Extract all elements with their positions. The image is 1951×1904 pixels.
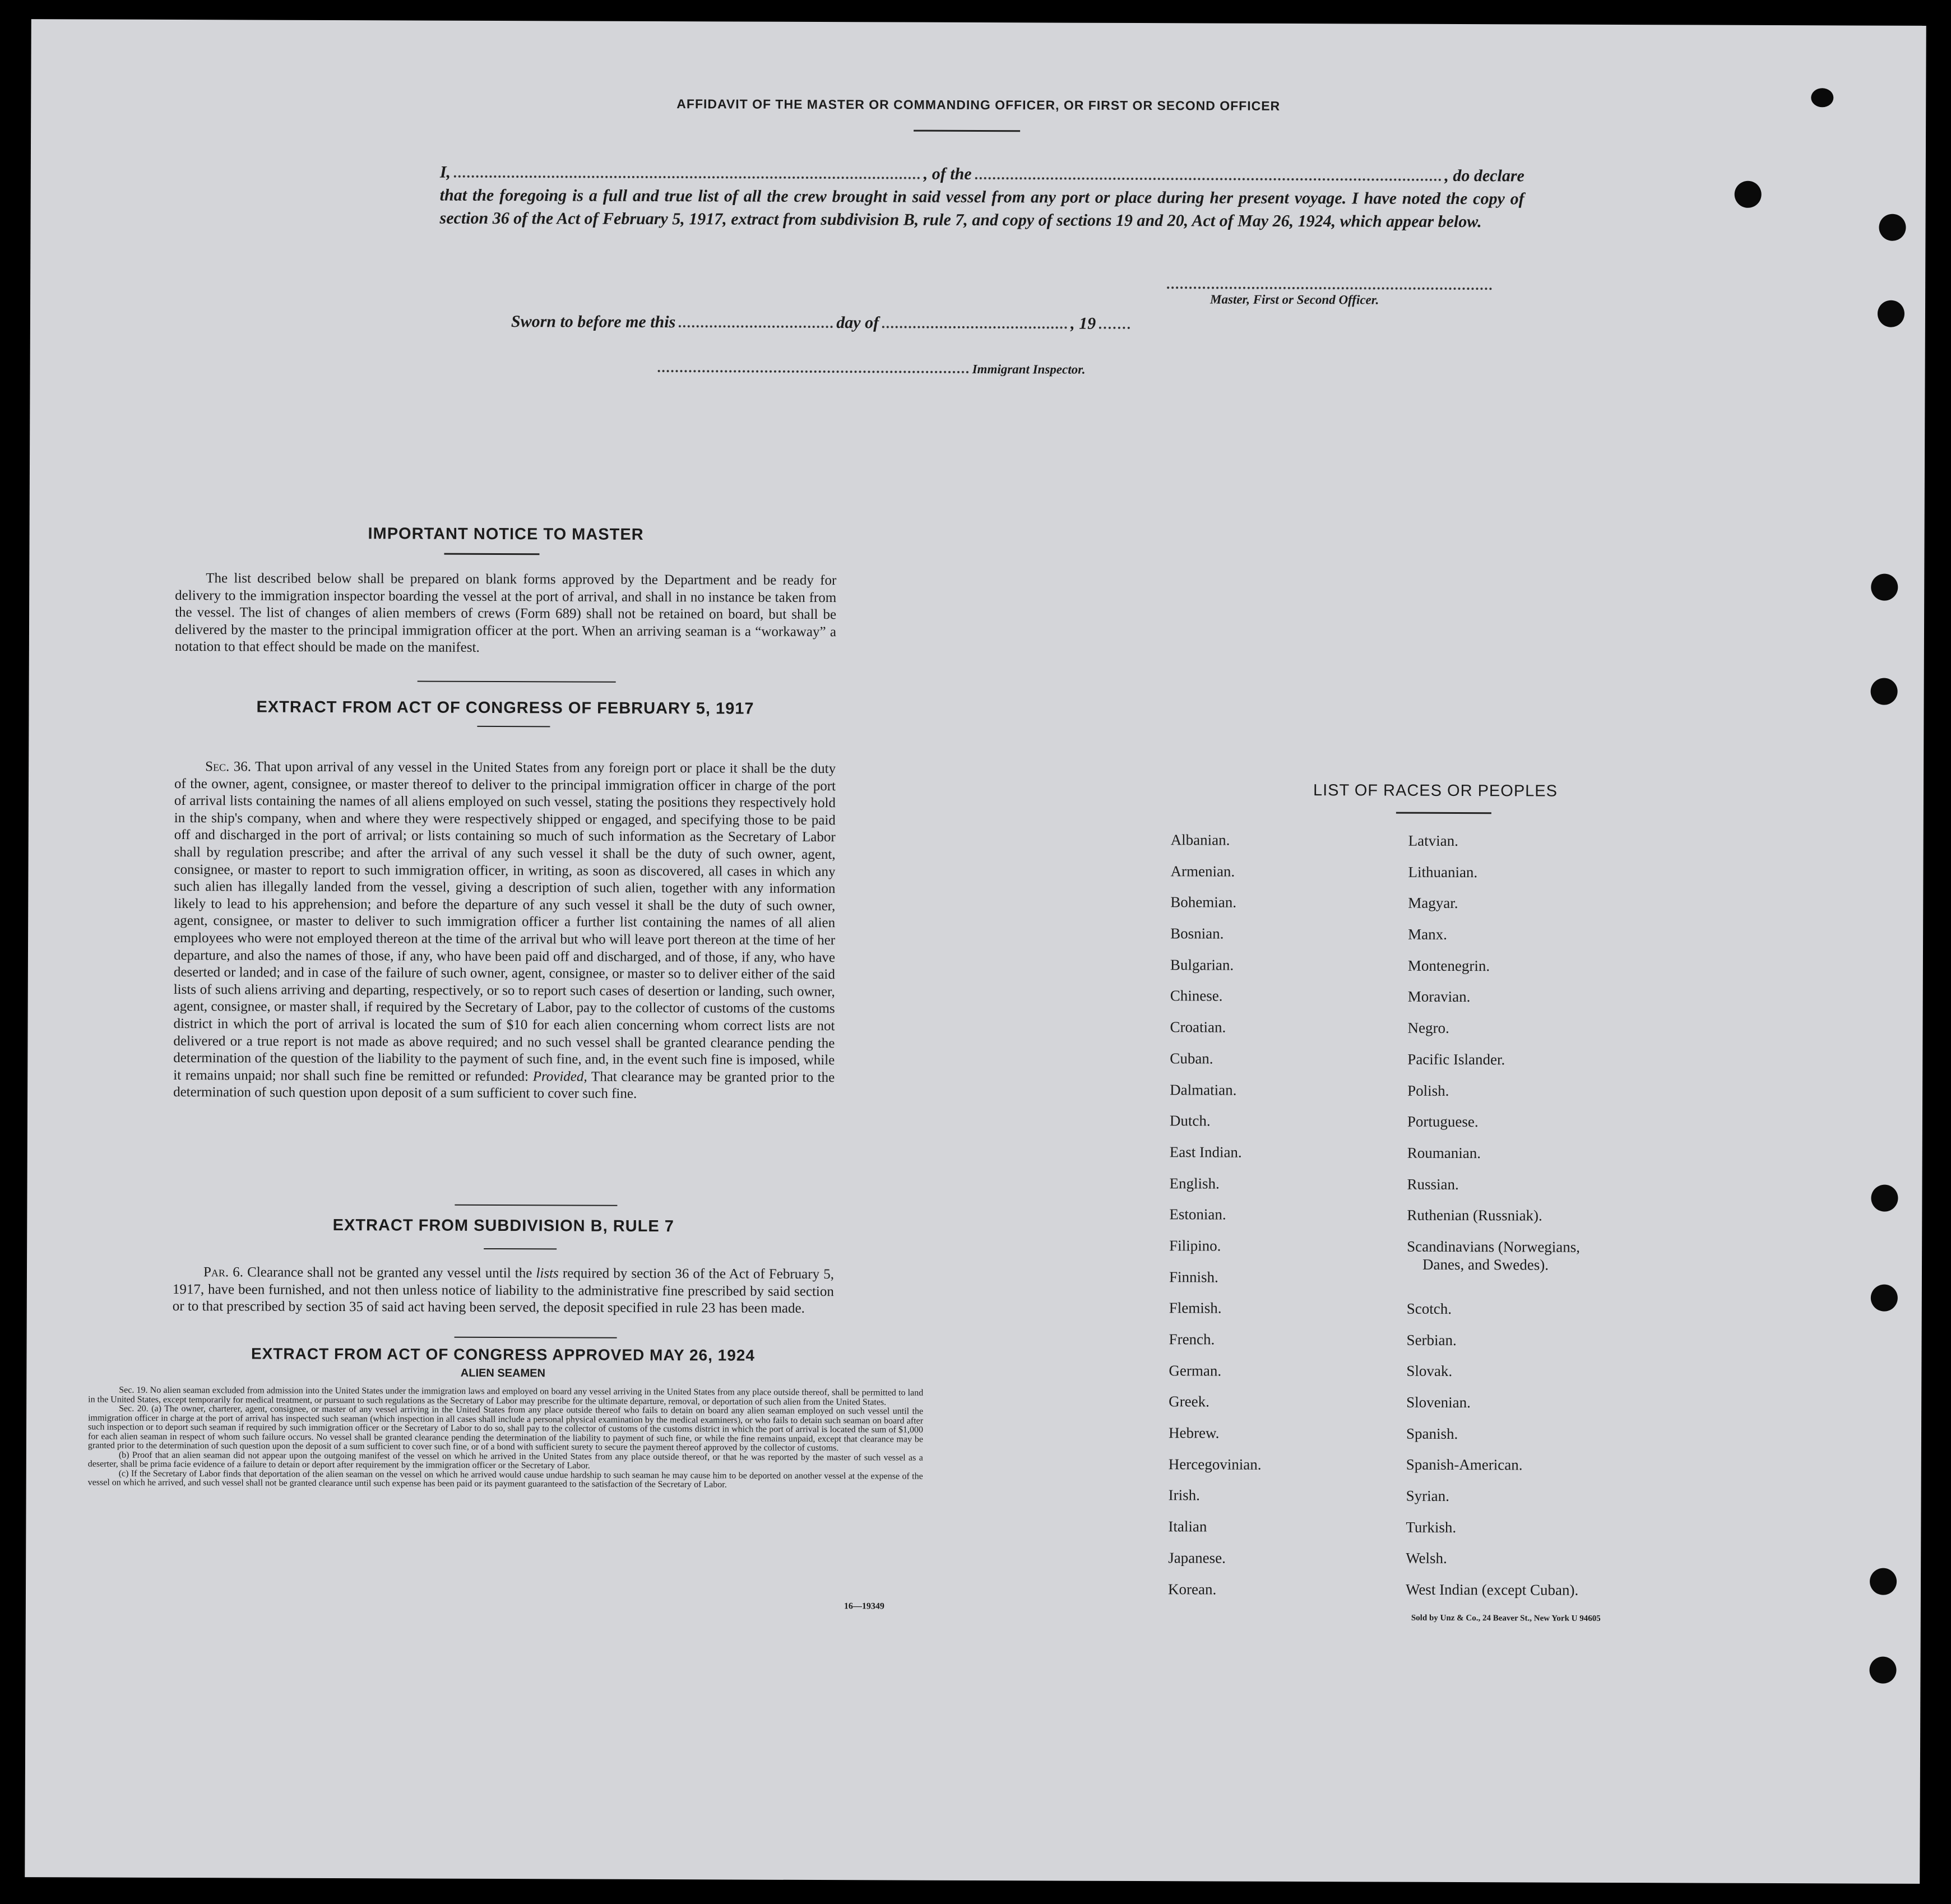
- extract-1917-text: [173, 758, 836, 1104]
- race-item: Pacific Islander.: [1407, 1050, 1505, 1068]
- declarant-line: [440, 161, 1524, 188]
- race-item: Japanese.: [1168, 1549, 1226, 1567]
- rule7-title: EXTRACT FROM SUBDIVISION B, RULE 7: [332, 1216, 674, 1236]
- declarant-name-field[interactable]: [454, 165, 920, 179]
- race-item: Bulgarian.: [1170, 956, 1234, 974]
- i-label: I,: [439, 163, 451, 182]
- extract-1924-text: [88, 1386, 924, 1490]
- race-item: Spanish-American.: [1406, 1456, 1523, 1474]
- race-item: East Indian.: [1169, 1143, 1242, 1161]
- left-column: [172, 524, 837, 1380]
- master-signature-line[interactable]: [1167, 286, 1492, 290]
- master-signature-label: Master, First or Second Officer.: [1210, 292, 1379, 307]
- punch-hole: [1879, 214, 1906, 241]
- divider: [455, 1337, 617, 1338]
- section-label: Sec. 36.: [205, 759, 252, 775]
- race-item: Slovak.: [1406, 1363, 1453, 1380]
- divider: [455, 1205, 617, 1206]
- punch-hole: [1871, 1185, 1898, 1212]
- vessel-name-field[interactable]: [975, 167, 1442, 181]
- inspector-signature-field[interactable]: [658, 359, 969, 373]
- punch-hole: [1871, 678, 1898, 705]
- sec19-text: Sec. 19. No alien seaman excluded from admission into the United States under the immigration laws and employed on board any vessel arriving in the United States from any place outside thereof, shall be permitted to land in the United States, except temporarily for medical treatment, or pursuant to such regulations as the Secretary of Labor may prescribe for the ultimate departure, removal, or deportation of such alien from the United States.: [88, 1385, 924, 1407]
- race-item: Turkish.: [1406, 1518, 1457, 1536]
- race-item: Magyar.: [1408, 895, 1458, 912]
- race-item: West Indian (except Cuban).: [1405, 1581, 1579, 1599]
- race-item: Cuban.: [1170, 1050, 1213, 1067]
- race-item: Montenegrin.: [1407, 957, 1490, 974]
- race-item: Dalmatian.: [1170, 1081, 1237, 1099]
- race-item: Manx.: [1408, 925, 1447, 943]
- sec20b-text: (b) Proof that an alien seaman did not appear upon the outgoing manifest of the vessel on which he arrived in the United States from any place outside thereof, or that he was reported by the master of such vessel as a deserter, shall be prima facie evidence of a failure to detain or deport after requirement by the immigration officer or the Secretary of Labor.: [87, 1450, 923, 1471]
- printer-note: Sold by Unz & Co., 24 Beaver St., New York U 94605: [1411, 1613, 1601, 1623]
- race-item: English.: [1169, 1174, 1220, 1192]
- race-item: Serbian.: [1406, 1331, 1457, 1349]
- form-page: [25, 19, 1926, 1884]
- punch-hole: [1871, 574, 1898, 601]
- punch-hole: [1869, 1657, 1896, 1684]
- sec20c-text: (c) If the Secretary of Labor finds that deportation of the alien seaman on the vessel on which he arrived would cause undue hardship to such seaman he may cause him to be deported on another vessel at the expense of the vessel on which he arrived, and such vessel shall not be granted clearance until such expense has been paid or its payment guaranteed to the satisfaction of the Secretary of Labor.: [87, 1468, 923, 1490]
- race-item: Estonian.: [1169, 1206, 1226, 1223]
- affidavit-body: [439, 161, 1524, 234]
- divider: [477, 726, 550, 727]
- race-item: Russian.: [1407, 1175, 1459, 1193]
- proviso-label: Provided,: [532, 1068, 587, 1085]
- races-title: LIST OF RACES OR PEOPLES: [1313, 781, 1558, 800]
- extract-1924-title: EXTRACT FROM ACT OF CONGRESS APPROVED MAY 26, 1924: [251, 1345, 756, 1364]
- race-item: Croatian.: [1170, 1018, 1226, 1036]
- race-item: German.: [1169, 1361, 1222, 1379]
- race-item: Armenian.: [1170, 862, 1235, 880]
- form-number: 16—19349: [844, 1601, 884, 1611]
- extract-1924-subtitle: ALIEN SEAMEN: [460, 1366, 545, 1380]
- race-item: Roumanian.: [1407, 1144, 1481, 1162]
- race-item: Bohemian.: [1170, 893, 1237, 911]
- race-item: Polish.: [1407, 1082, 1449, 1099]
- punch-hole: [1870, 1568, 1897, 1595]
- of-the-label: , of the: [923, 164, 972, 183]
- race-item: Welsh.: [1406, 1550, 1447, 1567]
- punch-hole: [1735, 181, 1762, 208]
- race-item: Lithuanian.: [1408, 863, 1478, 881]
- affidavit-title: AFFIDAVIT OF THE MASTER OR COMMANDING OFFICER, OR FIRST OR SECOND OFFICER: [676, 96, 1281, 113]
- sec20a-text: Sec. 20. (a) The owner, charterer, agent, consignee, or master of any vessel arriving in the United States from any place outside thereof who fails to detain on board any alien seaman employed on such vessel until the immigration officer in charge at the port of arrival has inspected such seaman (which inspection in all cases shall include a personal physical examination by the medical examiners), or who fails to detain such seaman on board after such inspection or to deport such seaman if required by such immigration officer or the Secretary of Labor to do so, shall pay to the collector of customs of the customs district in which the port of arrival is located the sum of $1,000 for each alien seaman in respect of whom such failure occurs. No vessel shall be granted clearance pending the determination of the liability to payment of such fine, or while the fine remains unpaid, except that clearance may be granted prior to the determination of such question upon the deposit of a sum sufficient to cover such fine, or of a bond with sufficient surety to secure the payment thereof approved by the collector of customs.: [87, 1403, 924, 1453]
- notice-paragraph: The list described below shall be prepared on blank forms approved by the Department and be ready for delivery to the immigration inspector boarding the vessel at the port of arrival, and shall in no instance be taken from the vessel. The list of changes of alien members of crews (Form 689) shall not be retained on board, but shall be delivered by the master to the principal immigration officer at the port. When an arriving seaman is a “workaway” a notation to that effect should be made on the manifest.: [174, 571, 837, 656]
- race-item: Albanian.: [1170, 831, 1230, 849]
- race-item: Korean.: [1167, 1580, 1217, 1598]
- race-item: Irish.: [1168, 1486, 1200, 1504]
- year-label: , 19: [1070, 314, 1096, 333]
- notice-text: [175, 570, 837, 658]
- race-item: Greek.: [1169, 1393, 1209, 1410]
- race-item: Hebrew.: [1168, 1424, 1220, 1442]
- race-item: Slovenian.: [1406, 1393, 1471, 1411]
- race-item: Spanish.: [1406, 1425, 1458, 1442]
- divider: [914, 130, 1020, 132]
- race-item: Scotch.: [1406, 1300, 1452, 1317]
- punch-hole: [1871, 1285, 1898, 1312]
- sworn-label: Sworn to before me this: [511, 312, 676, 332]
- lists-word: lists: [536, 1266, 559, 1281]
- race-item: Italian: [1168, 1518, 1207, 1535]
- sworn-month-field[interactable]: [882, 314, 1067, 328]
- section-text: That upon arrival of any vessel in the United States from any foreign port or place it shall be the duty of the owner, agent, consignee, or master thereof to deliver to the principal immigration officer in charge of the port of arrival lists containing the names of all aliens employed on such vessel, stating the positions they respectively hold in the ship's company, when and where they were respectively shipped or engaged, and specifying those to be paid off and discharged in the port of arrival; or lists containing so much of such information as the Secretary of Labor shall by regulation prescribe; and after the arrival of any such vessel it shall be the duty of such owner, agent, consignee, or master to report to such immigration officer, in writing, as soon as discovered, all cases in which any such alien has illegally landed from the vessel, giving a description of such alien, together with any information likely to lead to his apprehension; and before the departure of any such vessel it shall be the duty of such owner, agent, consignee, or master to deliver to such immigration officer a further list containing the names of all alien employees who were not employed thereon at the time of the arrival but who will leave port thereon at the time of her departure, and also the names of those, if any, who have been paid off and discharged, and of those, if any, who have deserted or landed; and in case of the failure of such owner, agent, consignee, or master so to deliver either of the said lists of such aliens arriving and departing, respectively, or so to report such cases of desertion or landing, such owner, agent, consignee, or master shall, if required by the Secretary of Labor, pay to the collector of customs of the customs district in which the port of arrival is located the sum of $10 for each alien concerning whom correct lists are not delivered or a true report is not made as above required; and no such vessel shall be granted clearance pending the determination of the question of the liability to the payment of such fine, and, in the event such fine is imposed, while it remains unpaid; nor shall such fine be remitted or refunded:: [173, 759, 836, 1084]
- divider: [484, 1248, 557, 1249]
- sworn-line: [511, 312, 1206, 333]
- races-left-list: [1168, 831, 1264, 1612]
- race-item: Dutch.: [1169, 1112, 1211, 1129]
- sworn-year-field[interactable]: [1099, 316, 1130, 329]
- affidavit-statement: that the foregoing is a full and true list of all the crew brought in said vessel from any port or place during her present voyage. I have noted the copy of section 36 of the Act of February 5, 1917, extract from subdivision B, rule 7, and copy of sections 19 and 20, Act of May 26, 1924, which appear below.: [439, 186, 1524, 231]
- race-item: Hercegovinian.: [1168, 1455, 1262, 1473]
- race-item: Latvian.: [1408, 832, 1458, 850]
- race-item: French.: [1169, 1331, 1215, 1348]
- race-item: Finnish.: [1169, 1268, 1218, 1286]
- notice-title: IMPORTANT NOTICE TO MASTER: [368, 525, 644, 544]
- par-text-before: Clearance shall not be granted any vessel until the: [247, 1264, 532, 1281]
- race-item: Bosnian.: [1170, 925, 1224, 942]
- race-item: Portuguese.: [1407, 1113, 1479, 1131]
- race-item: Scandinavians (Norwegians,: [1407, 1238, 1581, 1256]
- divider: [444, 553, 539, 555]
- race-item: Negro.: [1407, 1019, 1449, 1037]
- race-item: Chinese.: [1170, 987, 1223, 1004]
- declare-label: , do declare: [1444, 166, 1524, 186]
- race-item: Danes, and Swedes).: [1422, 1256, 1549, 1273]
- punch-hole: [1878, 300, 1904, 327]
- race-item: Syrian.: [1406, 1487, 1449, 1505]
- proviso-text: That clearance may be granted prior to the determination of such question upon deposit of a sum sufficient to cover such fine.: [173, 1069, 835, 1102]
- inspector-line: [658, 359, 1086, 377]
- races-right-list: [1406, 832, 1582, 1613]
- race-item: Filipino.: [1169, 1237, 1221, 1254]
- sworn-day-field[interactable]: [679, 314, 833, 328]
- divider: [1396, 812, 1491, 814]
- race-item: Ruthenian (Russniak).: [1407, 1206, 1542, 1224]
- par-label: Par. 6.: [203, 1264, 244, 1280]
- race-item: Flemish.: [1169, 1299, 1222, 1317]
- par-text-after: required by section 36 of the Act of February 5, 1917, have been furnished, and not then unless notice of liability to the administrative fine prescribed by said section or to that prescribed by section 35 of said act having been served, the deposit specified in rule 23 has been made.: [172, 1266, 835, 1317]
- inspector-label: Immigrant Inspector.: [972, 362, 1086, 377]
- rule7-text: [173, 1264, 834, 1318]
- extract-1917-title: EXTRACT FROM ACT OF CONGRESS OF FEBRUARY 5, 1917: [256, 698, 754, 718]
- race-item: Moravian.: [1407, 988, 1471, 1006]
- day-of-label: day of: [836, 313, 879, 332]
- divider: [418, 681, 616, 683]
